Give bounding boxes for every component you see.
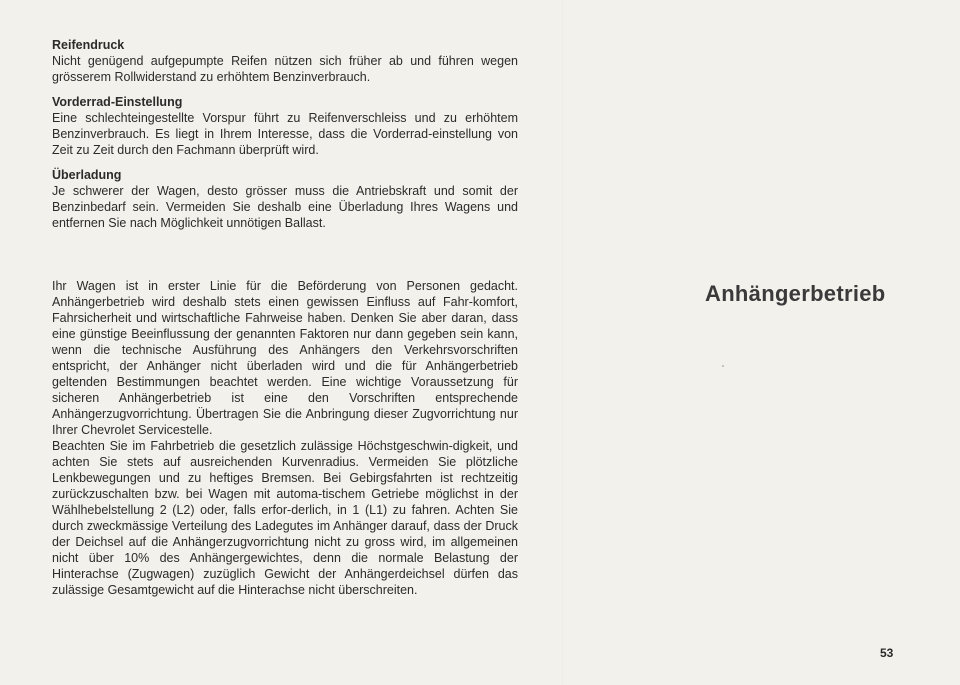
section-reifendruck xyxy=(52,38,518,85)
section-heading: Überladung xyxy=(52,168,122,182)
body-paragraph: Ihr Wagen ist in erster Linie für die Beförderung von Personen gedacht. Anhängerbetrieb wird deshalb stets einen gewissen Einfluss auf Fahr-komfort, Fahrsicherheit und wirtschaftliche Fahrweise haben. Denken Sie aber daran, dass eine günstige Beeinflussung der genannten Faktoren nur dann gegeben sein kann, wenn die technische Ausführung des Anhängers den Verkehrsvorschriften entspricht, der Anhänger nicht überladen wird und die für Anhängerbetrieb geltenden Bestimmungen beachtet werden. Eine wichtige Voraussetzung für sicheren Anhängerbetrieb ist eine den Vorschriften entsprechende Anhängerzugvorrichtung. Übertragen Sie die Anbringung dieser Zugvorrichtung nur Ihrer Chevrolet Servicestelle. xyxy=(52,279,518,437)
section-heading: Vorderrad-Einstellung xyxy=(52,95,183,109)
page-gutter xyxy=(562,0,563,685)
anhaengerbetrieb-body xyxy=(52,278,518,598)
section-vorderrad-einstellung xyxy=(52,95,518,158)
page-number: 53 xyxy=(880,646,894,660)
section-body: Eine schlechteingestellte Vorspur führt zu Reifenverschleiss und zu erhöhtem Benzinverbrauch. Es liegt in Ihrem Interesse, dass die Vorderrad-einstellung von Zeit zu Zeit durch den Fachmann überprüft wird. xyxy=(52,111,518,157)
left-page-sections xyxy=(52,38,518,241)
section-heading: Reifendruck xyxy=(52,38,125,52)
body-paragraph: Beachten Sie im Fahrbetrieb die gesetzlich zulässige Höchstgeschwin-digkeit, und achten Sie stets auf ausreichenden Kurvenradius. Vermeiden Sie plötzliche Lenkbewegungen und zu heftiges Bremsen. Bei Gebirgsfahrten ist rechtzeitig zurückzuschalten bzw. bei Wagen mit automa-tischem Getriebe möglichst in der Wählhebelstellung 2 (L2) oder, falls erfor-derlich, in 1 (L1) zu fahren. Achten Sie durch zweckmässige Verteilung des Ladegutes im Anhänger darauf, dass der Druck der Deichsel auf die Anhängerzugvorrichtung nicht zu gross wird, im allgemeinen nicht über 10% des Anhängergewichtes, denn die normale Belastung der Hinterachse (Zugwagen) zuzüglich Gewicht der Anhängerdeichsel dürfen das zulässige Gesamtgewicht auf die Hinterachse nicht überschreiten. xyxy=(52,439,518,597)
section-body: Nicht genügend aufgepumpte Reifen nützen sich früher ab und führen wegen grösserem Rollwiderstand zu erhöhtem Benzinverbrauch. xyxy=(52,54,518,84)
paper-speck xyxy=(722,365,724,367)
section-ueberladung xyxy=(52,168,518,231)
chapter-title: Anhängerbetrieb xyxy=(705,281,886,306)
section-body: Je schwerer der Wagen, desto grösser muss die Antriebskraft und somit der Benzinbedarf sein. Vermeiden Sie deshalb eine Überladung Ihres Wagens und entfernen Sie nach Möglichkeit unnötigen Ballast. xyxy=(52,184,518,230)
